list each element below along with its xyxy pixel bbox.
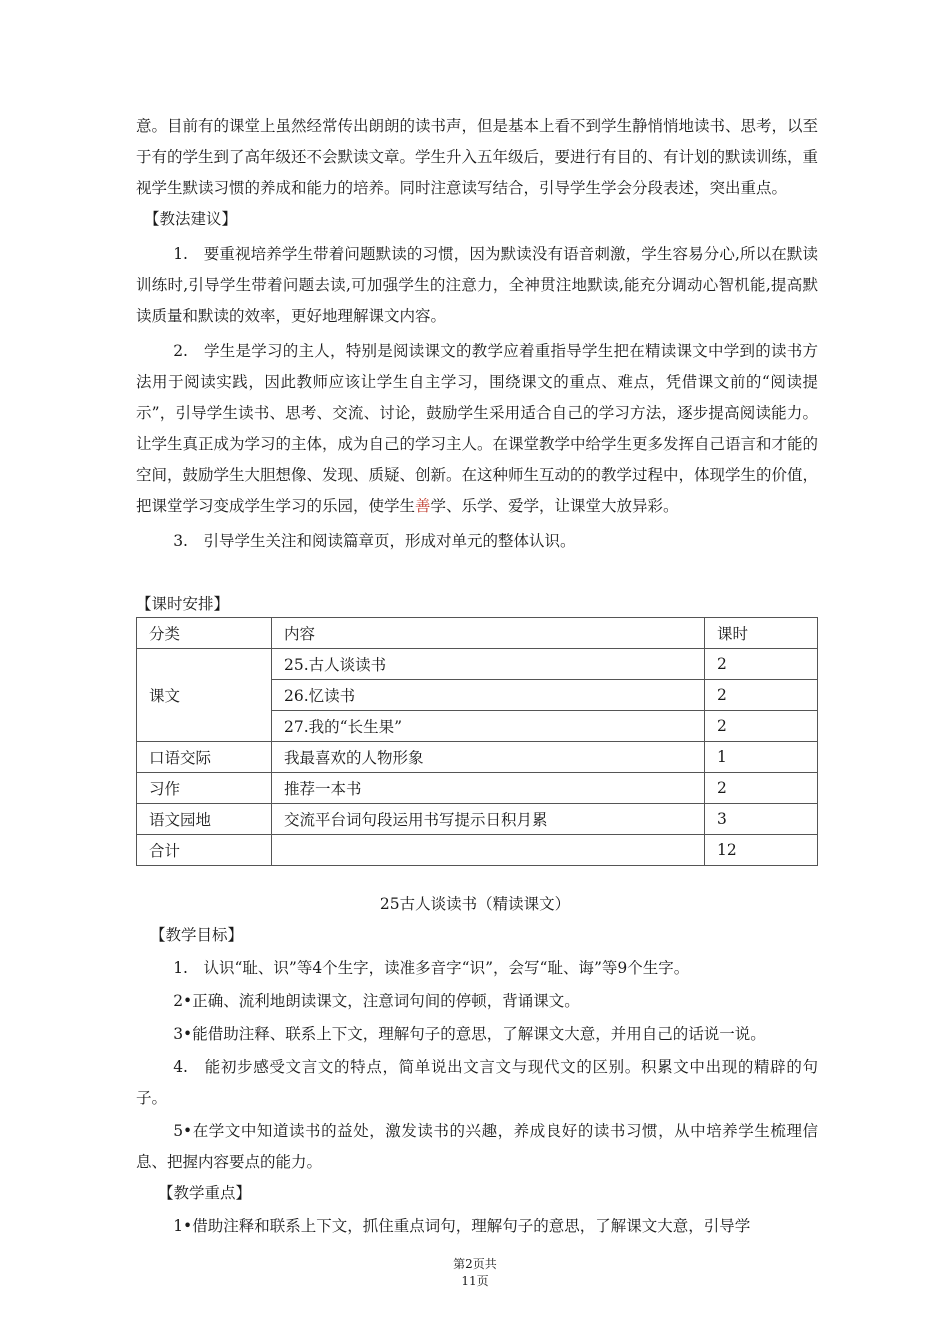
lesson-title: 25古人谈读书（精读课文） [379,895,571,913]
schedule-table [136,617,818,866]
lesson-category-cell: 课文 [137,649,272,742]
category-cell: 合计 [137,835,272,866]
advice-item-2-text: 2. 学生是学习的主人，特别是阅读课文的教学应着重指导学生把在精读课文中学到的读书方法用于阅读实践，因此教师应该让学生自主学习，围绕课文的重点、难点，凭借课文前的“阅读提示”，引导学生读书、思考、交流、讨论，鼓励学生采用适合自己的学习方法，逐步提高阅读能力。让学生真正成为学习的主体，成为自己的学习主人。在课堂教学中给学生更多发挥自己语言和才能的空间，鼓励学生大胆想像、发现、质疑、创新。在这种师生互动的的教学过程中，体现学生的价值，把课堂学习变成学生学习的乐园，使学生 [136,342,819,515]
category-cell: 口语交际 [137,742,272,773]
table-row [137,773,818,804]
content-cell: 推荐一本书 [272,773,705,804]
advice-item-1: 1. 要重视培养学生带着问题默读的习惯，因为默读没有语音刺激，学生容易分心,所以在默读训练时,引导学生带着问题去读,可加强学生的注意力，全神贯注地默读,能充分调动心智机能,提高默读质量和默读的效率，更好地理解课文内容。 [136,245,818,325]
content-cell: 我最喜欢的人物形象 [272,742,705,773]
highlighted-character: 善 [415,497,431,515]
advice-item-2-end: 学、乐学、爱学，让课堂大放异彩。 [430,497,679,515]
teaching-advice-heading: 【教法建议】 [144,210,238,228]
table-row [137,804,818,835]
objectives-heading: 【教学目标】 [150,926,244,944]
table-header-row [137,618,818,649]
page-footer [0,1256,950,1290]
table-row [137,649,818,680]
advice-item-2 [136,336,818,522]
header-content: 内容 [272,618,705,649]
hours-cell: 1 [705,742,818,773]
table-row [137,835,818,866]
page-number-line-1: 第2页共 [453,1257,497,1271]
lesson-hours-cell: 2 [705,680,818,711]
key-point-item: 1•借助注释和联系上下文，抓住重点词句，理解句子的意思，了解课文大意，引导学 [173,1217,751,1235]
intro-paragraph: 意。目前有的课堂上虽然经常传出朗朗的读书声，但是基本上看不到学生静悄悄地读书、思考，以至于有的学生到了高年级还不会默读文章。学生升入五年级后，要进行有目的、有计划的默读训练，重视学生默读习惯的养成和能力的培养。同时注意读写结合，引导学生学会分段表述，突出重点。 [136,117,819,197]
lesson-content-cell: 25.古人谈读书 [272,649,705,680]
category-cell: 习作 [137,773,272,804]
content-cell [272,835,705,866]
objective-item: 1. 认识“耻、识”等4个生字，读准多音字“识”，会写“耻、诲”等9个生字。 [173,959,690,977]
objective-item: 5•在学文中知道读书的益处，激发读书的兴趣，养成良好的读书习惯，从中培养学生梳理信息、把握内容要点的能力。 [136,1122,818,1171]
lesson-content-cell: 27.我的“长生果” [272,711,705,742]
hours-cell: 3 [705,804,818,835]
page-number-line-2: 11页 [461,1274,489,1288]
upper-text-block [136,111,818,557]
category-cell: 语文园地 [137,804,272,835]
lesson-hours-cell: 2 [705,711,818,742]
hours-cell: 2 [705,773,818,804]
schedule-heading [136,590,818,618]
header-hours: 课时 [705,618,818,649]
hours-cell: 12 [705,835,818,866]
schedule-heading-text: 【课时安排】 [136,595,230,613]
content-cell: 交流平台词句段运用书写提示日积月累 [272,804,705,835]
lesson-hours-cell: 2 [705,649,818,680]
lesson-content-cell: 26.忆读书 [272,680,705,711]
objective-item: 2•正确、流利地朗读课文，注意词句间的停顿，背诵课文。 [173,992,580,1010]
key-points-heading: 【教学重点】 [158,1184,252,1202]
advice-item-3: 3. 引导学生关注和阅读篇章页，形成对单元的整体认识。 [173,532,576,550]
objective-item: 3•能借助注释、联系上下文，理解句子的意思，了解课文大意，并用自己的话说一说。 [173,1025,766,1043]
table-row [137,742,818,773]
objective-item: 4. 能初步感受文言文的特点，简单说出文言文与现代文的区别。积累文中出现的精辟的句子。 [136,1058,818,1107]
lesson-text-block [136,920,818,1242]
header-category: 分类 [137,618,272,649]
